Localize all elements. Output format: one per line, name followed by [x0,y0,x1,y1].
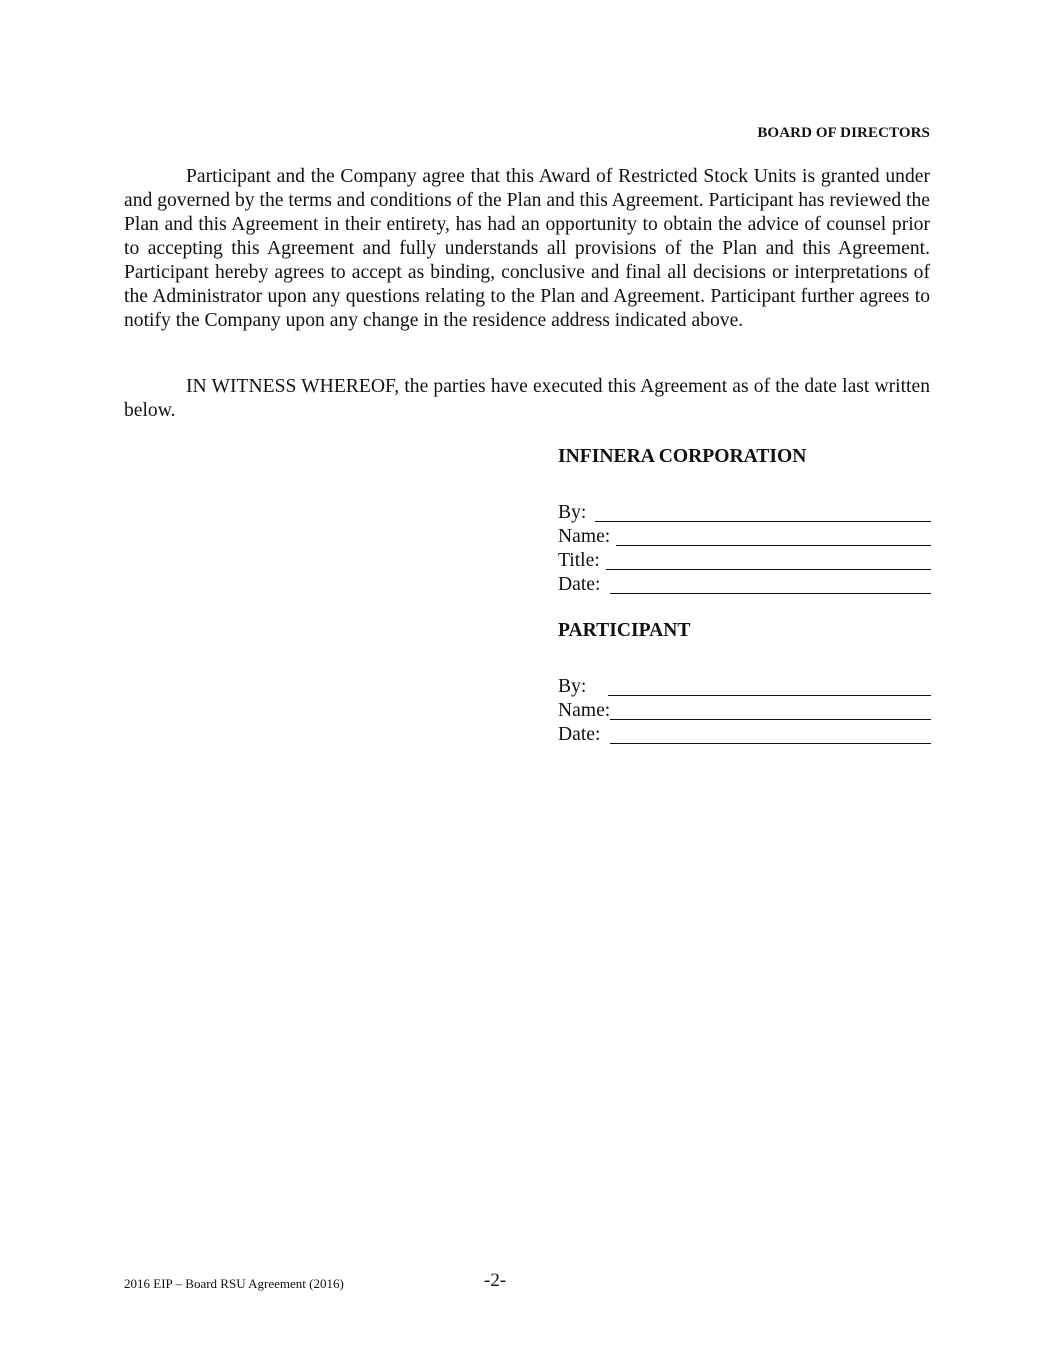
company-by-row [558,501,931,525]
company-date-label: Date: [558,574,601,595]
company-date-row [558,573,931,597]
witness-paragraph: IN WITNESS WHEREOF, the parties have executed this Agreement as of the date last written below. [124,376,930,421]
company-title-row [558,549,931,573]
participant-signature-heading: PARTICIPANT [558,620,691,641]
participant-date-row [558,723,931,747]
company-signature-fields [558,501,931,597]
company-by-label: By: [558,502,587,523]
participant-date-line[interactable] [610,725,931,744]
company-title-line[interactable] [606,551,931,570]
participant-name-row [558,699,931,723]
agreement-paragraph: Participant and the Company agree that this Award of Restricted Stock Units is granted under and governed by the terms and conditions of the Plan and this Agreement. Participant has reviewed the Plan and this Agreement in their entirety, has had an opportunity to obtain the advice of counsel prior to accepting this Agreement and fully understands all provisions of the Plan and this Agreement. Participant hereby agrees to accept as binding, conclusive and final all decisions or interpretations of the Administrator upon any questions relating to the Plan and Agreement. Participant further agrees to notify the Company upon any change in the residence address indicated above. [124,166,930,331]
participant-name-label: Name: [558,700,611,721]
participant-signature-fields [558,675,931,747]
page-number: -2- [484,1270,507,1291]
company-name-row [558,525,931,549]
participant-name-line[interactable] [610,701,931,720]
company-date-line[interactable] [610,575,931,594]
company-title-label: Title: [558,550,600,571]
participant-by-row [558,675,931,699]
company-name-label: Name: [558,526,611,547]
participant-by-label: By: [558,676,587,697]
participant-by-signature-line[interactable] [608,677,931,696]
company-name-line[interactable] [616,527,931,546]
document-header-title: BOARD OF DIRECTORS [757,125,930,141]
company-by-signature-line[interactable] [595,503,931,522]
participant-date-label: Date: [558,724,601,745]
footer-document-label: 2016 EIP – Board RSU Agreement (2016) [124,1276,344,1291]
company-signature-heading: INFINERA CORPORATION [558,446,807,467]
